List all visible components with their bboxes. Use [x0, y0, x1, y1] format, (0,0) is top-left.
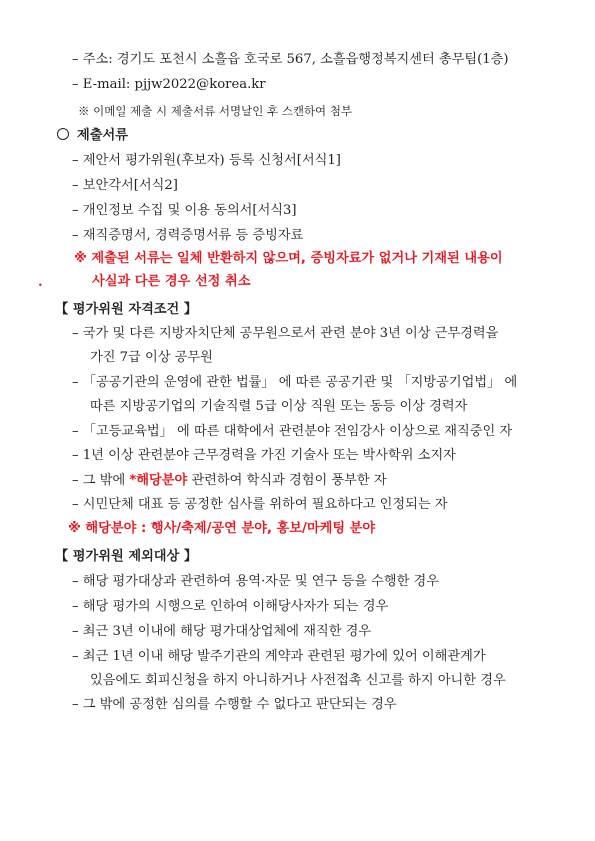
document-item: – 보안각서[서식2] — [72, 178, 178, 193]
field-highlight: *해당분야 — [129, 473, 188, 488]
exclusion-item: – 최근 3년 이내에 해당 평가대상업체에 재직한 경우 — [72, 624, 372, 639]
email-note: ※ 이메일 제출 시 제출서류 서명날인 후 스캔하여 첨부 — [78, 104, 353, 118]
documents-warning-cont: 사실과 다른 경우 선정 취소 — [92, 274, 251, 289]
qualification-item-other — [72, 472, 387, 490]
qualification-item: – 「고등교육법」 에 따른 대학에서 관련분야 전임강사 이상으로 재직중인 자 — [72, 424, 513, 439]
exclusion-item: – 해당 평가의 시행으로 인하여 이해당사자가 되는 경우 — [72, 599, 389, 614]
email-line: – E-mail: pjjw2022@korea.kr — [72, 77, 266, 92]
documents-heading-text: 제출서류 — [77, 128, 128, 143]
exclusions-heading: 【 평가위원 제외대상 】 — [55, 549, 198, 564]
stray-dot: . — [38, 275, 43, 290]
document-item: – 재직증명서, 경력증명서류 등 증빙자료 — [72, 228, 304, 243]
document-item: – 제안서 평가위원(후보자) 등록 신청서[서식1] — [72, 153, 341, 168]
qualifications-heading: 【 평가위원 자격조건 】 — [55, 302, 198, 317]
other-prefix: – 그 밖에 — [72, 473, 130, 488]
documents-warning: ※ 제출된 서류는 일체 반환하지 않으며, 증빙자료가 없거나 기재된 내용이 — [74, 251, 503, 266]
address-line: – 주소: 경기도 포천시 소흘읍 호국로 567, 소흘읍행정복지센터 총무팀(1층) — [72, 52, 509, 67]
field-note: ※ 해당분야 : 행사/축제/공연 분야, 홍보/마케팅 분야 — [68, 521, 376, 536]
qualification-item: – 1년 이상 관련분야 근무경력을 가진 기술사 또는 박사학위 소지자 — [72, 448, 456, 463]
documents-heading — [57, 127, 128, 145]
qualification-item: – 시민단체 대표 등 공정한 심사를 위하여 필요하다고 인정되는 자 — [72, 497, 448, 512]
exclusion-item: – 해당 평가대상과 관련하여 용역·자문 및 연구 등을 수행한 경우 — [72, 574, 439, 589]
exclusion-item: – 그 밖에 공정한 심의를 수행할 수 없다고 판단되는 경우 — [72, 697, 397, 712]
circle-bullet-icon — [57, 128, 69, 140]
other-suffix: 관련하여 학식과 경험이 풍부한 자 — [187, 473, 387, 488]
document-item: – 개인정보 수집 및 이용 동의서[서식3] — [72, 203, 297, 218]
qualification-item-cont: 가진 7급 이상 공무원 — [90, 350, 213, 365]
qualification-item-cont: 따른 지방공기업의 기술직렬 5급 이상 직원 또는 동등 이상 경력자 — [90, 399, 468, 414]
qualification-item: – 「공공기관의 운영에 관한 법률」 에 따른 공공기관 및 「지방공기업법」 에 — [72, 375, 518, 390]
exclusion-item: – 최근 1년 이내 해당 발주기관의 계약과 관련된 평가에 있어 이해관계가 — [72, 649, 486, 664]
qualification-item: – 국가 및 다른 지방자치단체 공무원으로서 관련 분야 3년 이상 근무경력을 — [72, 326, 499, 341]
exclusion-item-cont: 있음에도 회피신청을 하지 아니하거나 사전접촉 신고를 하지 아니한 경우 — [90, 673, 506, 688]
